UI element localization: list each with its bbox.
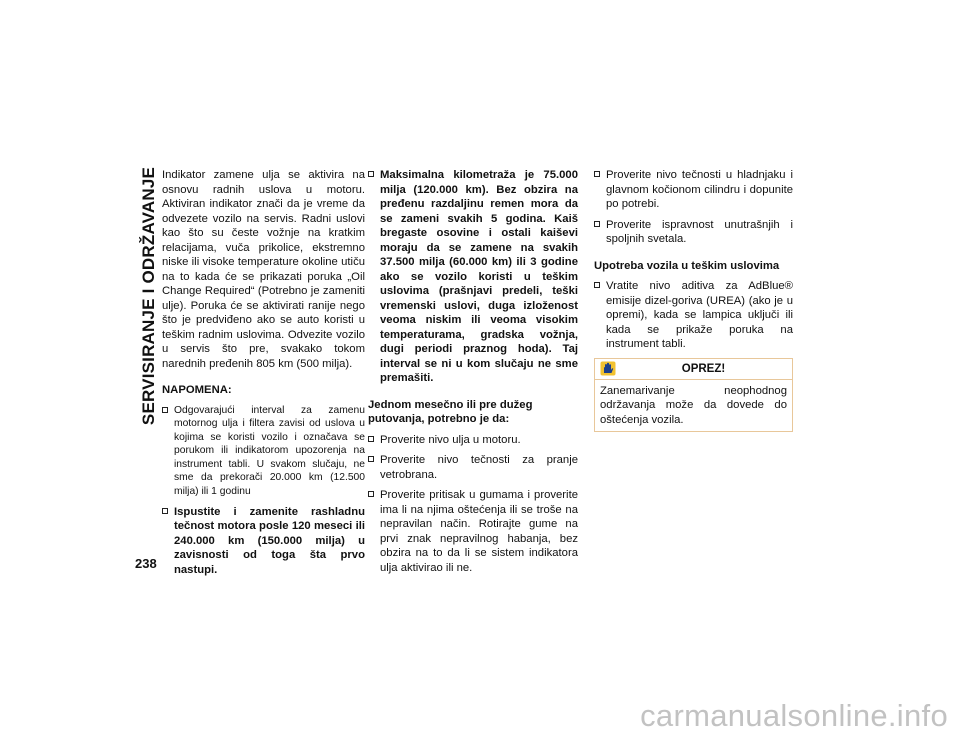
heavy-use-heading: Upotreba vozila u teškim uslovima xyxy=(594,259,780,272)
note-item-oil-interval xyxy=(162,404,365,499)
note-heading: NAPOMENA: xyxy=(162,384,232,396)
check-item-text: Proverite nivo tečnosti u hladnjaku i glavnom kočionom cilindru i dopunite po potrebi. xyxy=(606,169,793,210)
timing-belt-text: Maksimalna kilometraža je 75.000 milja (120.000 km). Bez obzira na pređenu razdaljinu remen mora da se zameni svakih 5 godina. Kaiš bregaste osovine i ostali kaiševi moraju da se zamene na svakih 37.500 milja (60.000 km) ili 3 godine ako se vozilo koristi u teškim uslovima (prašnjavi predeli, teški vremenski uslovi, duga izloženost veoma niskim ili veoma visokim temperaturama, gradska vožnja, dugi periodi praznog hoda). Taj interval se ni u kom slučaju ne sme premašiti. xyxy=(380,169,578,384)
checkbox-bullet-icon xyxy=(162,508,168,514)
heavy-use-item-text: Vratite nivo aditiva za AdBlue® emisije dizel-goriva (UREA) (ako je u opremi), kada se lampica uključi ili kada se prikaže poruka na instrument tabli. xyxy=(606,280,793,350)
checkbox-bullet-icon xyxy=(368,456,374,462)
caution-text: Zanemarivanje neophodnog održavanja može da dovede do oštećenja vozila. xyxy=(600,384,787,426)
section-side-title-text: SERVISIRANJE I ODRŽAVANJE xyxy=(139,166,158,426)
timing-belt-item xyxy=(368,168,578,386)
monthly-item-oil-level xyxy=(368,433,578,448)
page-number: 238 xyxy=(135,556,157,571)
column-right xyxy=(594,168,793,432)
caution-title: OPREZ! xyxy=(681,362,726,375)
checkbox-bullet-icon xyxy=(594,282,600,288)
note-item-coolant xyxy=(162,505,365,578)
monthly-check-heading: Jednom mesečno ili pre dužeg putovanja, potrebno je da: xyxy=(368,398,533,425)
heavy-use-item-adblue xyxy=(594,279,793,352)
column-left xyxy=(162,168,365,583)
checkbox-bullet-icon xyxy=(368,491,374,497)
check-item-lights xyxy=(594,218,793,247)
monthly-item-text: Proverite nivo ulja u motoru. xyxy=(380,433,521,446)
note-item-text: Ispustite i zamenite rashladnu tečnost motora posle 120 meseci ili 240.000 km (150.000 milja) u zavisnosti od toga šta prvo nastupi. xyxy=(174,505,365,576)
monthly-item-washer-fluid xyxy=(368,453,578,482)
caution-header xyxy=(595,359,792,380)
watermark-link[interactable]: carmanualsonline.info xyxy=(640,698,948,733)
oil-indicator-paragraph: Indikator zamene ulja se aktivira na osnovu radnih uslova u motoru. Aktiviran indikator znači da je vreme da odvezete vozilo na servis. Radni uslovi kao što su česte vožnje na kratkim relacijama, vuča prikolice, ekstremno niske ili visoke temperature okoline utiču na to kada će se prikazati poruka „Oil Change Required“ (Potrebno je zameniti ulje). Poruka će se aktivirati ranije nego što je predviđeno ako se auto koristi u teškim radnim uslovima. Odvezite vozilo u servis što pre, svakako tokom narednih pređenih 805 km (500 milja). xyxy=(162,169,365,370)
column-middle xyxy=(368,168,578,581)
monthly-item-text: Proverite nivo tečnosti za pranje vetrobrana. xyxy=(380,454,578,481)
checkbox-bullet-icon xyxy=(368,436,374,442)
checkbox-bullet-icon xyxy=(594,171,600,177)
checkbox-bullet-icon xyxy=(594,221,600,227)
check-item-coolant-brake xyxy=(594,168,793,212)
monthly-item-tire-pressure xyxy=(368,488,578,575)
section-side-title xyxy=(139,166,159,426)
check-item-text: Proverite ispravnost unutrašnjih i spoljnih svetala. xyxy=(606,218,793,245)
monthly-item-text: Proverite pritisak u gumama i proverite ima li na njima oštećenja ili se troše na nepravilan način. Rotirajte gume na prvi znak nepravilnog habanja, bez obzira na to da li se sistem indikatora ulja aktivirao ili ne. xyxy=(380,489,578,574)
checkbox-bullet-icon xyxy=(368,171,374,177)
checkbox-bullet-icon xyxy=(162,407,168,413)
note-item-text: Odgovarajući interval za zamenu motornog ulja i filtera zavisi od uslova u kojima se koristi vozilo i označava se porukom ili indikatorom upozorenja na instrument tabli. U svakom slučaju, ne sme da prekorači 20.000 km (12.500 milja) ili 1 godinu xyxy=(174,404,365,498)
caution-box xyxy=(594,358,793,433)
